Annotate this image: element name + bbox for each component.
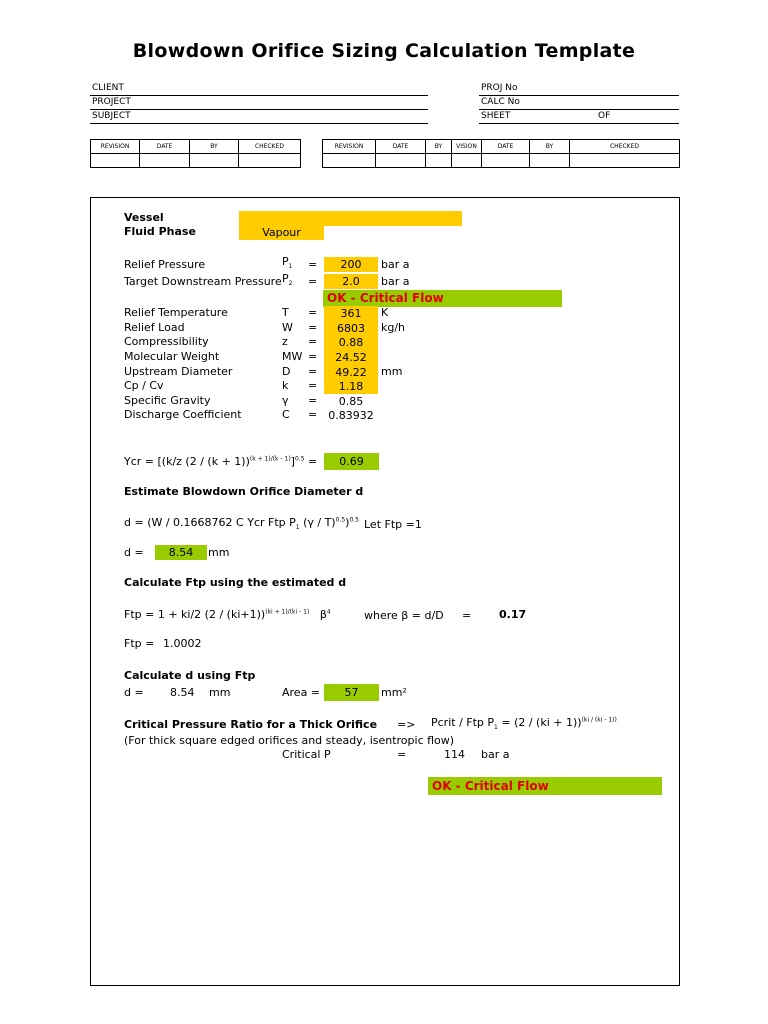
critical-p-unit: bar a bbox=[481, 748, 510, 761]
cp-cv-label: Cp / Cv bbox=[124, 379, 164, 392]
equals-sign: = bbox=[462, 609, 472, 622]
specific-gravity-symbol: γ bbox=[282, 394, 289, 407]
equals-sign: = bbox=[308, 394, 318, 407]
compressibility-label: Compressibility bbox=[124, 335, 209, 348]
implies-arrow: => bbox=[397, 718, 416, 731]
rev-cell bbox=[376, 154, 426, 168]
critical-ratio-formula: Pcrit / Ftp $P_1 = (2 / (ki + 1))^{(ki / (ki - 1))}$ bbox=[431, 716, 617, 732]
estimate-d-label: d = bbox=[124, 546, 144, 559]
discharge-coefficient-label: Discharge Coefficient bbox=[124, 408, 242, 421]
calc-d-heading: Calculate d using Ftp bbox=[124, 669, 256, 682]
relief-load-symbol: W bbox=[282, 321, 293, 334]
rev-header-revision: REVISION bbox=[323, 140, 376, 154]
proj-no-label: PROJ No bbox=[481, 83, 518, 93]
rev-cell bbox=[530, 154, 570, 168]
relief-pressure-input[interactable]: 200 bbox=[324, 257, 378, 272]
equals-sign: = bbox=[308, 306, 318, 319]
ftp-label: Ftp = bbox=[124, 637, 155, 650]
calc-no-line bbox=[479, 109, 679, 110]
area-result: 57 bbox=[324, 684, 379, 701]
proj-no-line bbox=[479, 95, 679, 96]
critical-note: (For thick square edged orifices and steady, isentropic flow) bbox=[124, 734, 455, 747]
cp-cv-symbol: k bbox=[282, 379, 289, 392]
rev-cell bbox=[91, 154, 140, 168]
area-label: Area = bbox=[282, 686, 321, 699]
subject-line bbox=[90, 123, 428, 124]
compressibility-symbol: z bbox=[282, 335, 288, 348]
subject-label: SUBJECT bbox=[92, 111, 131, 121]
ftp-heading: Calculate Ftp using the estimated d bbox=[124, 576, 347, 589]
downstream-pressure-unit: bar a bbox=[381, 275, 410, 288]
vessel-input[interactable] bbox=[239, 211, 462, 226]
relief-temperature-label: Relief Temperature bbox=[124, 306, 228, 319]
molecular-weight-input[interactable]: 24.52 bbox=[324, 350, 378, 365]
discharge-coefficient-value: 0.83932 bbox=[328, 409, 374, 422]
critical-p-label: Critical P bbox=[282, 748, 331, 761]
estimate-d-unit: mm bbox=[208, 546, 230, 559]
downstream-pressure-input[interactable]: 2.0 bbox=[324, 274, 378, 289]
of-label: OF bbox=[598, 111, 611, 121]
client-label: CLIENT bbox=[92, 83, 124, 93]
calc-d-value: 8.54 bbox=[170, 686, 195, 699]
equals-sign: = bbox=[308, 258, 318, 271]
page-title: Blowdown Orifice Sizing Calculation Template bbox=[132, 40, 636, 62]
downstream-pressure-label: Target Downstream Pressure bbox=[124, 275, 282, 288]
sheet-label: SHEET bbox=[481, 111, 511, 121]
sheet-line bbox=[479, 123, 679, 124]
rev-cell bbox=[426, 154, 452, 168]
molecular-weight-label: Molecular Weight bbox=[124, 350, 220, 363]
rev-header-by: BY bbox=[426, 140, 452, 154]
equals-sign: = bbox=[308, 408, 318, 421]
relief-load-input[interactable]: 6803 bbox=[324, 321, 378, 336]
cp-cv-input[interactable]: 1.18 bbox=[324, 379, 378, 394]
molecular-weight-symbol: MW bbox=[282, 350, 303, 363]
specific-gravity-label: Specific Gravity bbox=[124, 394, 211, 407]
rev-cell bbox=[323, 154, 376, 168]
rev-cell bbox=[140, 154, 190, 168]
estimate-d-result: 8.54 bbox=[155, 545, 207, 560]
rev-header-revision: REVISION bbox=[91, 140, 140, 154]
rev-header-date: DATE bbox=[376, 140, 426, 154]
equals-sign: = bbox=[397, 748, 407, 761]
revision-table-left bbox=[90, 139, 301, 168]
client-line bbox=[90, 95, 428, 96]
equals-sign: = bbox=[308, 379, 318, 392]
ftp-formula: Ftp = 1 + ki/2 $(2 / (ki+1))^{(ki + 1)/(ki - 1)}$ $\beta^4$ bbox=[124, 608, 331, 621]
project-label: PROJECT bbox=[92, 97, 131, 107]
revision-table-right bbox=[322, 139, 680, 168]
rev-cell bbox=[482, 154, 530, 168]
upstream-diameter-label: Upstream Diameter bbox=[124, 365, 233, 378]
rev-header-checked: CHECKED bbox=[239, 140, 301, 154]
rev-cell bbox=[239, 154, 301, 168]
fluid-phase-label: Fluid Phase bbox=[124, 225, 196, 238]
rev-header-by: BY bbox=[190, 140, 239, 154]
area-unit: mm² bbox=[381, 686, 407, 699]
relief-pressure-symbol: $P_1$ bbox=[282, 255, 293, 271]
relief-load-label: Relief Load bbox=[124, 321, 185, 334]
let-ftp-note: Let Ftp =1 bbox=[364, 518, 422, 531]
equals-sign: = bbox=[308, 365, 318, 378]
vessel-label: Vessel bbox=[124, 211, 164, 224]
fluid-phase-input[interactable]: Vapour bbox=[239, 225, 324, 240]
relief-pressure-unit: bar a bbox=[381, 258, 410, 271]
upstream-diameter-symbol: D bbox=[282, 365, 291, 378]
calc-d-label: d = bbox=[124, 686, 144, 699]
rev-header-by: BY bbox=[530, 140, 570, 154]
specific-gravity-value: 0.85 bbox=[338, 395, 364, 408]
downstream-pressure-symbol: $P_2$ bbox=[282, 272, 293, 288]
relief-temperature-unit: K bbox=[381, 306, 389, 319]
rev-header-date: DATE bbox=[482, 140, 530, 154]
calc-no-label: CALC No bbox=[481, 97, 520, 107]
rev-cell bbox=[570, 154, 680, 168]
critical-heading: Critical Pressure Ratio for a Thick Orifice bbox=[124, 718, 378, 731]
compressibility-input[interactable]: 0.88 bbox=[324, 335, 378, 350]
estimate-formula: d = (W / 0.1668762 C Ycr Ftp $P_1$ (γ / T)$^{0.5}$)$^{0.5}$ bbox=[124, 516, 359, 532]
rev-cell bbox=[190, 154, 239, 168]
equals-sign: = bbox=[308, 350, 318, 363]
equals-sign: = bbox=[308, 321, 318, 334]
project-line bbox=[90, 109, 428, 110]
beta-definition: where β = d/D bbox=[364, 609, 444, 622]
calc-d-unit: mm bbox=[209, 686, 231, 699]
equals-sign: = bbox=[308, 455, 318, 468]
relief-pressure-label: Relief Pressure bbox=[124, 258, 206, 271]
estimate-heading: Estimate Blowdown Orifice Diameter d bbox=[124, 485, 364, 498]
equals-sign: = bbox=[308, 275, 318, 288]
rev-header-checked: CHECKED bbox=[570, 140, 680, 154]
relief-temperature-input[interactable]: 361 bbox=[324, 306, 378, 321]
rev-header-vision: VISION bbox=[452, 140, 482, 154]
rev-header-date: DATE bbox=[140, 140, 190, 154]
ycr-formula: Ycr = [(k/z $(2 / (k + 1))^{(k + 1)/(k - 1)}]^{0.5}$ bbox=[124, 455, 305, 468]
beta-value: 0.17 bbox=[499, 608, 527, 621]
relief-temperature-symbol: T bbox=[282, 306, 289, 319]
equals-sign: = bbox=[308, 335, 318, 348]
relief-load-unit: kg/h bbox=[381, 321, 406, 334]
ycr-result: 0.69 bbox=[324, 453, 379, 470]
flow-status-banner: OK - Critical Flow bbox=[323, 290, 562, 307]
final-flow-status-banner: OK - Critical Flow bbox=[428, 777, 662, 795]
upstream-diameter-input[interactable]: 49.22 bbox=[324, 365, 378, 380]
critical-p-value: 114 bbox=[444, 748, 465, 761]
rev-cell bbox=[452, 154, 482, 168]
ftp-value: 1.0002 bbox=[163, 637, 202, 650]
discharge-coefficient-symbol: C bbox=[282, 408, 290, 421]
upstream-diameter-unit: mm bbox=[381, 365, 403, 378]
